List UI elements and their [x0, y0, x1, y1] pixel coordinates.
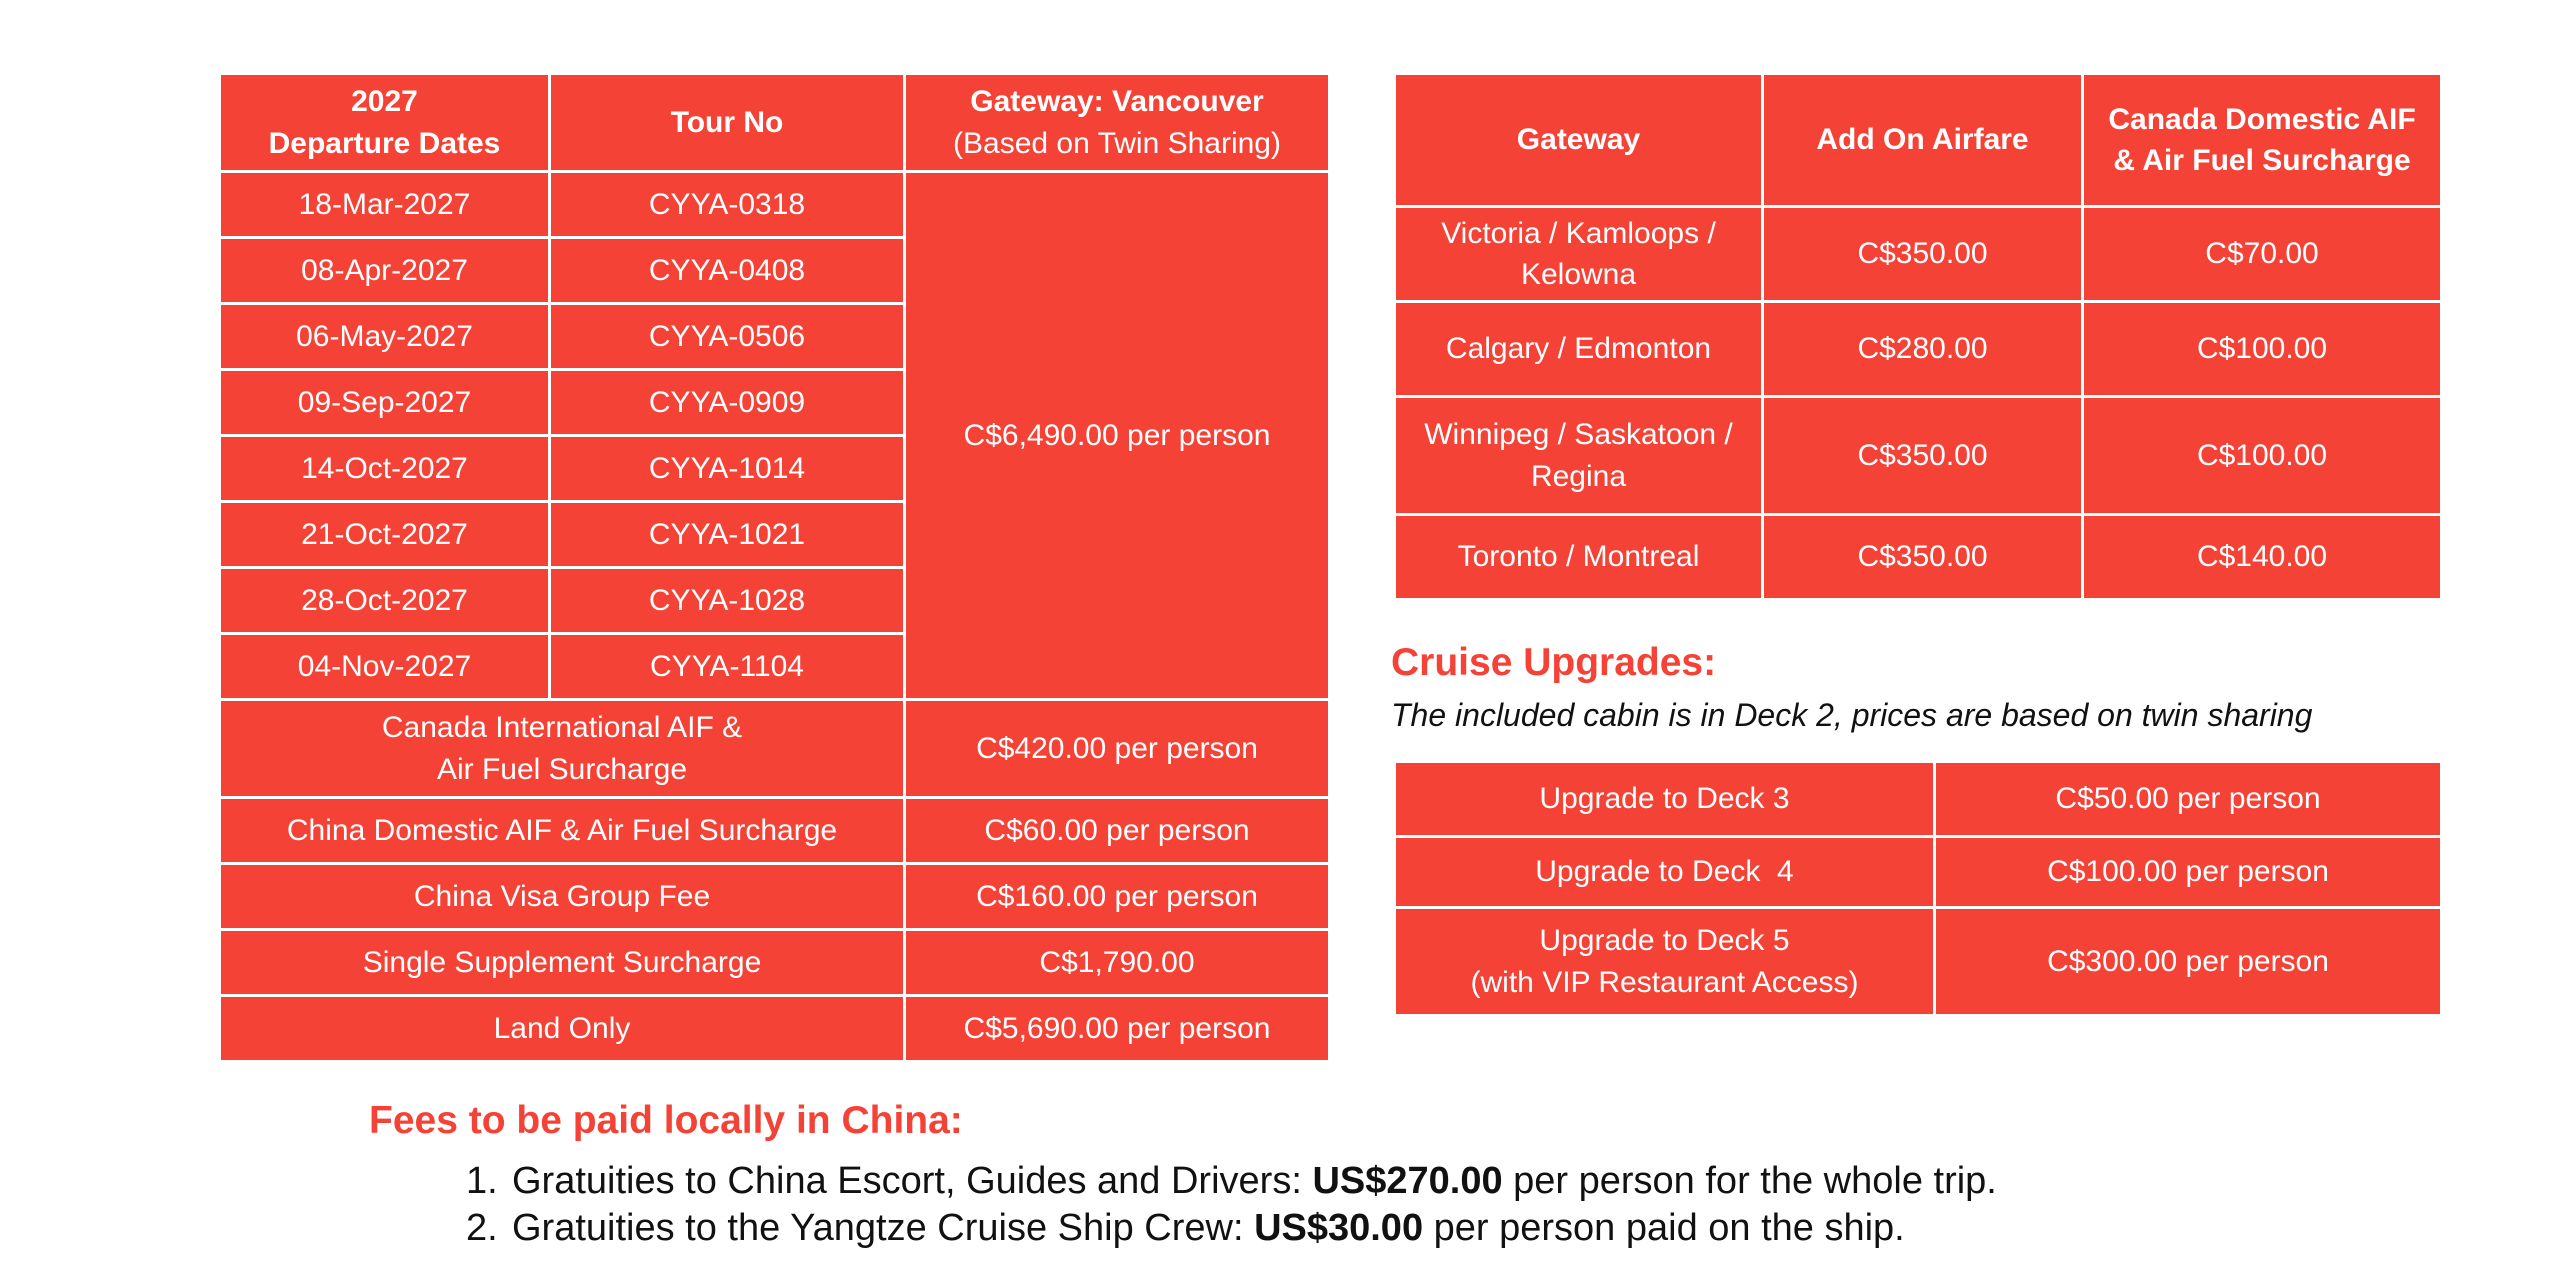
gateway-city: Calgary / Edmonton	[1395, 302, 1763, 397]
fee-number: 1.	[466, 1159, 498, 1202]
extra-fee-label: Land Only	[220, 996, 905, 1062]
tour-number: CYYA-0318	[550, 172, 905, 238]
header-gateway-vancouver	[905, 74, 1330, 172]
departure-date: 09-Sep-2027	[220, 370, 550, 436]
gateway-line: Victoria / Kamloops /	[1441, 216, 1716, 250]
upgrade-row	[1395, 837, 2442, 908]
airfare-header-row	[1395, 74, 2442, 207]
upgrade-price: C$50.00 per person	[1935, 762, 2442, 837]
header-departure-dates-label: Departure Dates	[268, 126, 501, 160]
airfare-table	[1393, 72, 2443, 601]
upgrade-row	[1395, 762, 2442, 837]
gateway-line: Regina	[1530, 459, 1627, 493]
fee-number: 2.	[466, 1206, 498, 1249]
extra-fee-label: Single Supplement Surcharge	[220, 930, 905, 996]
departure-date: 06-May-2027	[220, 304, 550, 370]
departure-date: 04-Nov-2027	[220, 634, 550, 700]
airfare-row	[1395, 207, 2442, 302]
upgrade-label: Upgrade to Deck 3	[1395, 762, 1935, 837]
departures-table	[218, 72, 1331, 1063]
extra-fee-row	[220, 996, 1330, 1062]
departure-date: 18-Mar-2027	[220, 172, 550, 238]
upgrade-label-line: (with VIP Restaurant Access)	[1470, 965, 1859, 999]
extra-fee-row	[220, 930, 1330, 996]
domestic-surcharge: C$70.00	[2083, 207, 2442, 302]
header-canada-domestic-aif	[2083, 74, 2442, 207]
tour-number: CYYA-1014	[550, 436, 905, 502]
departure-date: 08-Apr-2027	[220, 238, 550, 304]
departure-row	[220, 172, 1330, 238]
header-gateway: Gateway	[1395, 74, 1763, 207]
cruise-upgrades-subtitle: The included cabin is in Deck 2, prices are based on twin sharing	[1391, 697, 2313, 733]
departure-date: 14-Oct-2027	[220, 436, 550, 502]
header-line: & Air Fuel Surcharge	[2113, 144, 2411, 177]
upgrade-label	[1395, 908, 1935, 1016]
extra-fee-row	[220, 700, 1330, 798]
extra-fee-value: C$1,790.00	[905, 930, 1330, 996]
departure-date: 21-Oct-2027	[220, 502, 550, 568]
gateway-city	[1395, 207, 1763, 302]
header-gateway-note: (Based on Twin Sharing)	[953, 126, 1281, 160]
tour-number: CYYA-1028	[550, 568, 905, 634]
gateway-city: Toronto / Montreal	[1395, 515, 1763, 600]
add-on-airfare: C$350.00	[1763, 207, 2083, 302]
upgrade-price: C$100.00 per person	[1935, 837, 2442, 908]
tour-number: CYYA-1021	[550, 502, 905, 568]
extra-fee-value: C$60.00 per person	[905, 798, 1330, 864]
fee-amount: US$30.00	[1254, 1206, 1424, 1249]
domestic-surcharge: C$140.00	[2083, 515, 2442, 600]
extra-fee-label: China Visa Group Fee	[220, 864, 905, 930]
tour-price: C$6,490.00 per person	[905, 172, 1330, 700]
extra-fee-label-line: Canada International AIF &	[381, 711, 743, 745]
fee-list-item	[466, 1204, 1905, 1252]
fee-text-suffix: per person paid on the ship.	[1423, 1206, 1905, 1249]
fee-amount: US$270.00	[1312, 1159, 1503, 1202]
domestic-surcharge: C$100.00	[2083, 302, 2442, 397]
tour-number: CYYA-0506	[550, 304, 905, 370]
upgrade-price: C$300.00 per person	[1935, 908, 2442, 1016]
extra-fee-row	[220, 864, 1330, 930]
header-gateway-label: Gateway: Vancouver	[970, 85, 1264, 119]
header-departure-dates	[220, 74, 550, 172]
header-line: Canada Domestic AIF	[2108, 102, 2416, 136]
departure-date: 28-Oct-2027	[220, 568, 550, 634]
fee-list-item	[466, 1157, 1997, 1205]
header-tour-no: Tour No	[550, 74, 905, 172]
airfare-row	[1395, 302, 2442, 397]
departures-header-row	[220, 74, 1330, 172]
upgrade-row	[1395, 908, 2442, 1016]
tour-number: CYYA-0408	[550, 238, 905, 304]
extra-fee-label: China Domestic AIF & Air Fuel Surcharge	[220, 798, 905, 864]
domestic-surcharge: C$100.00	[2083, 397, 2442, 515]
local-fees-title: Fees to be paid locally in China:	[369, 1099, 963, 1142]
extra-fee-value: C$420.00 per person	[905, 700, 1330, 798]
fee-text-suffix: per person for the whole trip.	[1502, 1159, 1997, 1202]
airfare-row	[1395, 515, 2442, 600]
add-on-airfare: C$350.00	[1763, 397, 2083, 515]
upgrade-label: Upgrade to Deck 4	[1395, 837, 1935, 908]
extra-fee-value: C$160.00 per person	[905, 864, 1330, 930]
extra-fee-label-line: Air Fuel Surcharge	[436, 752, 688, 786]
fee-text: Gratuities to China Escort, Guides and Drivers:	[512, 1159, 1313, 1202]
upgrade-label-line: Upgrade to Deck 5	[1539, 924, 1790, 958]
extra-fee-label	[220, 700, 905, 798]
add-on-airfare: C$350.00	[1763, 515, 2083, 600]
fee-text: Gratuities to the Yangtze Cruise Ship Crew:	[512, 1206, 1255, 1249]
gateway-line: Winnipeg / Saskatoon /	[1424, 418, 1733, 452]
header-year: 2027	[351, 85, 418, 119]
tour-number: CYYA-0909	[550, 370, 905, 436]
airfare-row	[1395, 397, 2442, 515]
gateway-line: Kelowna	[1520, 258, 1637, 291]
gateway-city	[1395, 397, 1763, 515]
header-add-on-airfare: Add On Airfare	[1763, 74, 2083, 207]
cruise-upgrades-table	[1393, 760, 2443, 1017]
tour-number: CYYA-1104	[550, 634, 905, 700]
cruise-upgrades-title: Cruise Upgrades:	[1391, 641, 1717, 684]
extra-fee-row	[220, 798, 1330, 864]
add-on-airfare: C$280.00	[1763, 302, 2083, 397]
extra-fee-value: C$5,690.00 per person	[905, 996, 1330, 1062]
